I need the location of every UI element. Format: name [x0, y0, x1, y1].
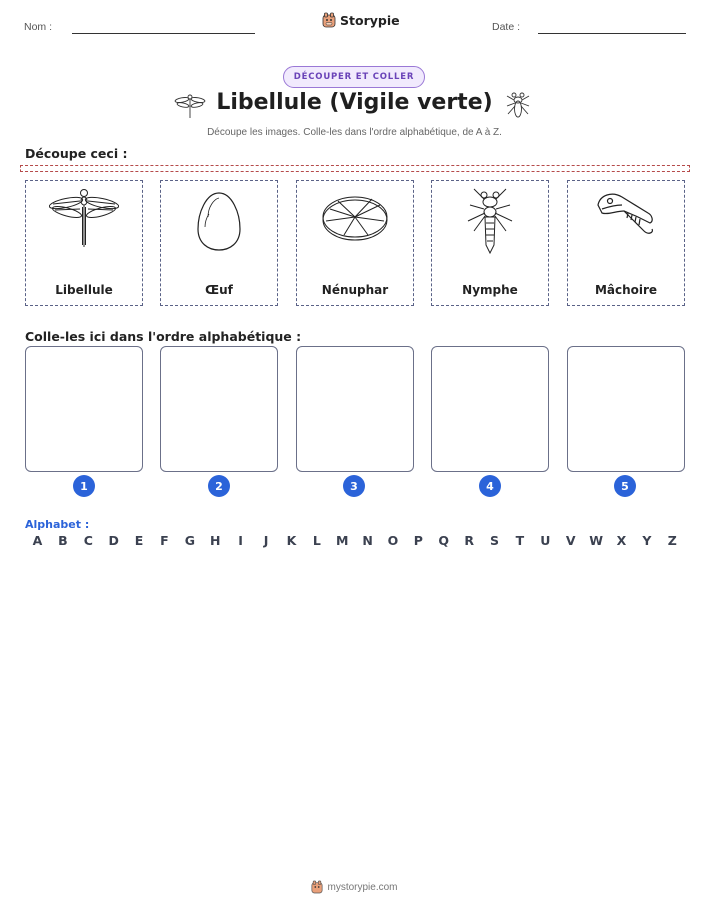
alphabet-row	[25, 533, 685, 548]
alphabet-letter: N	[362, 533, 373, 548]
cut-card-label: Libellule	[55, 283, 113, 297]
nymph-icon	[460, 187, 520, 255]
alphabet-letter: T	[515, 533, 525, 548]
paste-box-2[interactable]	[160, 346, 278, 472]
egg-icon	[194, 187, 244, 253]
alphabet-letter: S	[490, 533, 500, 548]
cut-card-oeuf[interactable]	[160, 180, 278, 306]
alphabet-letter: C	[83, 533, 93, 548]
alphabet-letter: U	[540, 533, 551, 548]
alphabet-letter: K	[286, 533, 297, 548]
jaw-icon	[594, 187, 658, 243]
cut-card-machoire[interactable]	[567, 180, 685, 306]
alphabet-letter: G	[184, 533, 195, 548]
date-line	[538, 33, 686, 34]
number-badge-5: 5	[614, 475, 636, 497]
alphabet-letter: P	[413, 533, 423, 548]
alphabet-letter: W	[589, 533, 603, 548]
storypie-mascot-icon	[322, 12, 336, 28]
cut-card-libellule[interactable]	[25, 180, 143, 306]
alphabet-letter: E	[134, 533, 144, 548]
name-line	[72, 33, 255, 34]
name-label: Nom :	[24, 21, 53, 33]
number-badge-4: 4	[479, 475, 501, 497]
alphabet-letter: J	[263, 533, 269, 548]
instructions: Découpe les images. Colle-les dans l'ordre alphabétique, de A à Z.	[207, 127, 502, 138]
alphabet-letter: O	[387, 533, 399, 548]
number-badge-2: 2	[208, 475, 230, 497]
paste-section-label: Colle-les ici dans l'ordre alphabétique :	[25, 329, 302, 344]
footer-url[interactable]: mystorypie.com	[327, 881, 398, 893]
alphabet-letter: Z	[667, 533, 677, 548]
alphabet-letter: H	[210, 533, 221, 548]
footer	[0, 880, 709, 894]
dragonfly-icon	[49, 187, 119, 249]
number-badge-3: 3	[343, 475, 365, 497]
number-badge-1: 1	[73, 475, 95, 497]
cut-line	[20, 165, 690, 172]
activity-badge: DÉCOUPER ET COLLER	[283, 66, 425, 88]
alphabet-letter: B	[58, 533, 68, 548]
cut-card-label: Nénuphar	[321, 283, 389, 297]
alphabet-letter: Y	[642, 533, 652, 548]
alphabet-letter: R	[464, 533, 474, 548]
paste-box-4[interactable]	[431, 346, 549, 472]
paste-box-3[interactable]	[296, 346, 414, 472]
nymph-right-icon	[505, 90, 531, 120]
paste-box-5[interactable]	[567, 346, 685, 472]
lily-pad-icon	[320, 187, 390, 243]
alphabet-letter: X	[616, 533, 627, 548]
cut-card-label: Nymphe	[462, 283, 518, 297]
alphabet-letter: F	[160, 533, 169, 548]
alphabet-letter: A	[32, 533, 43, 548]
alphabet-letter: M	[335, 533, 349, 548]
cut-card-nymphe[interactable]	[431, 180, 549, 306]
alphabet-letter: L	[312, 533, 321, 548]
alphabet-letter: I	[238, 533, 243, 548]
cut-card-label: Œuf	[205, 283, 233, 297]
alphabet-letter: D	[108, 533, 119, 548]
page-title: Libellule (Vigile verte)	[216, 90, 493, 115]
alphabet-letter: V	[565, 533, 576, 548]
cut-section-label: Découpe ceci :	[25, 146, 128, 161]
cut-card-label: Mâchoire	[594, 283, 658, 297]
cut-card-nenuphar[interactable]	[296, 180, 414, 306]
date-label: Date :	[492, 21, 521, 33]
brand-name: Storypie	[340, 12, 400, 28]
storypie-footer-icon	[311, 880, 323, 894]
alphabet-letter: Q	[438, 533, 450, 548]
alphabet-label: Alphabet :	[25, 518, 90, 531]
paste-box-1[interactable]	[25, 346, 143, 472]
brand-logo	[322, 12, 400, 28]
